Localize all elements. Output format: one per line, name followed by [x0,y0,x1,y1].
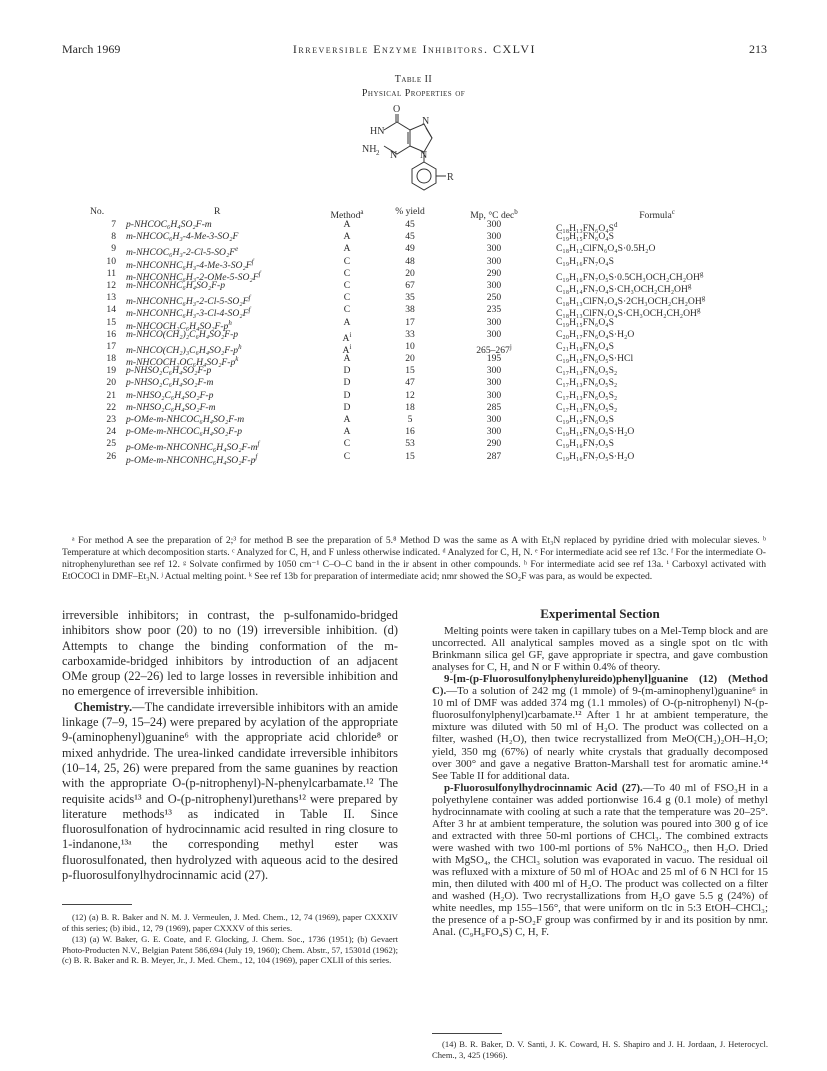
right-paragraph-3: p-Fluorosulfonylhydrocinnamic Acid (27).—To 40 ml of FSO₃H in a polyethylene container was added portionwise 16.4 g (0.1 mole) of methyl hydrocinnamate with cooling at such a rate that the temperature was 20–25°. After 3 hr at ambient temperature, the solution was poured into 300 g of ice and extracted with three 50-ml portions of CHCl₃. The combined extracts were washed with two 100-ml portions of 5% NaHCO₃, then H₂O. Dried with MgSO₄, the CHCl₃ solution was evaporated in vacuo. The residual oil was refluxed with a mixture of 50 ml of HOAc and 25 ml of 6 N HCl for 15 min, then diluted with 400 ml of H₂O. The product was collected on a filter and washed (H₂O). Two recrystallizations from H₂O gave 5.5 g (24%) of white needles, mp 155–156°, that were uniform on tlc in 5:3 EtOH–CHCl₃; the presence of a p-SO₂F group was confirmed by ir and its position by nmr. Anal. (C₉H₉FO₄S) C, H, F. [432,781,769,939]
cell-no: 7 [111,219,116,230]
cell-mp: 300 [486,255,502,267]
cell-mp: 287 [486,450,502,462]
cell-r: m-NHCOC₆H₃-4-Me-3-SO₂F [126,231,239,243]
cell-formula: C₁₇H₁₃FN₆O₅S₂ [556,389,618,401]
left-paragraph-chemistry: Chemistry.—The candidate irreversible inhibitors with an amide linkage (7–9, 15–24) were prepared by acylation of the appropriate 9-(aminophenyl)guanine⁶ with the appropriate acid chloride⁸ or mixed anhydride. The urea-linked candidate irreversible inhibitors (10–14, 25, 26) were prepared from the same guanines by reaction with the appropriate O-(p-nitrophenyl)-N-phenylcarbamate.¹² The requisite acids¹³ and O-(p-nitrophenyl)urethans¹² were prepared by literature methods¹³ as indicated in Table II. Since fluorosulfonation of hydrocinnamic acid resulted in ring closure to 1-indanone,¹³ᵃ the corresponding methyl ester was fluorosulfonated, then hydrolyzed with aqueous acid to the desired p-fluorosulfonylhydrocinnamic acid (27). [62,699,398,883]
cell-mp: 290 [486,438,502,450]
cell-no: 9 [111,243,116,255]
cell-mp: 300 [486,365,502,377]
atom-nh2: NH [362,144,377,155]
table-row [62,231,766,243]
cell-formula: C₁₇H₁₃FN₆O₅S₂ [556,365,618,377]
left-column [62,608,398,883]
table-header-row [62,206,766,222]
footnote-rule-right [432,1033,502,1034]
cell-no: 18 [106,353,116,365]
cell-no: 19 [106,365,116,377]
table-body [62,219,766,466]
running-head [62,42,767,58]
header-no: No. [90,206,105,217]
left-paragraph-1: irreversible inhibitors; in contrast, the p-sulfonamido-bridged inhibitors show poor (20) to no (19) irreversible inhibition. (d) Attempts to change the binding conformation of the m-carboxamide-bridged inhibitors by introduction of an adjacent OMe group (22–26) led to large losses in reversible inhibition and no emergence of irreversible inhibition. [62,608,398,699]
cell-method: C [343,304,351,316]
cell-r: m-NHCONHC₆H₄SO₂F-p [126,279,226,291]
atom-n-ring1: N [390,150,398,161]
cell-formula: C₂₀H₁₇FN₆O₄S·H₂O [556,328,635,340]
compound-27-heading: p-Fluorosulfonylhydrocinnamic Acid (27). [444,781,643,794]
cell-no: 21 [106,389,116,401]
right-column [432,608,768,938]
cell-no: 16 [106,328,116,340]
cell-r: $m-NHCONHC_6H_3-2-OMe-5-SO_2F^f$ [126,269,261,283]
table-row [62,426,766,438]
cell-formula: $C_{18}H_{13}FN_6O_4S^d$ [556,221,618,235]
cell-no: 26 [106,450,116,462]
cell-formula: C₁₉H₁₅FN₆O₄S [556,231,614,243]
cell-yield: 35 [405,292,415,304]
table-title: Table II [394,74,433,85]
cell-no: 25 [106,438,116,450]
cell-method: A [343,414,351,425]
cell-yield: 10 [405,340,415,352]
cell-method: C [343,438,351,450]
cell-mp: 300 [486,389,502,401]
cell-yield: 20 [405,267,415,279]
cell-r: $p-OMe-m-NHCONHC_6H_4SO_2F-p^f$ [126,452,258,466]
cell-method: A [343,243,351,255]
cell-yield: 38 [405,304,415,316]
cell-method: D [343,365,351,377]
cell-formula: $C_{19}H_{16}FN_7O_5S\cdot 0.5CH_3OCH_2CH_2OH^g$ [556,269,704,283]
ref-12: (12) (a) B. R. Baker and N. M. J. Vermeulen, J. Med. Chem., 12, 74 (1969), paper CXXXIV of this series; (b) ibid., 12, 79 (1969), paper CXXXV of this series. [62,912,398,933]
cell-yield: 15 [405,365,415,377]
cell-method: C [343,267,351,279]
cell-yield: 5 [407,414,413,425]
left-references [62,912,398,967]
cell-r: p-OMe-m-NHCOC₆H₄SO₂F-p [126,426,243,438]
cell-method: A [343,231,351,243]
cell-mp: 250 [486,292,502,304]
cell-r: $m-NHCONHC_6H_3-3-Cl-4-SO_2F^f$ [126,306,251,320]
cell-r: m-NHCO(CH₂)₂C₆H₄SO₂F-p [126,328,239,340]
table-row [62,267,766,283]
cell-no: 24 [106,426,116,438]
table-row [62,279,766,296]
cell-mp: 300 [486,219,502,230]
cell-yield: 45 [405,231,415,243]
cell-yield: 53 [405,438,415,450]
atom-n-ring3: N [420,150,428,161]
cell-yield: 45 [405,219,415,230]
cell-no: 17 [106,340,116,352]
ref-14: (14) B. R. Baker, D. V. Santi, J. K. Coward, H. S. Shapiro and J. H. Jordaan, J. Heterocycl. Chem., 3, 425 (1966). [432,1039,768,1060]
cell-formula: $C_{18}H_{14}FN_7O_4S\cdot CH_3OCH_2CH_2OH^g$ [556,281,692,296]
cell-no: 11 [106,267,116,279]
cell-mp: 235 [486,304,502,316]
experimental-heading: Experimental Section [540,606,660,621]
header-title: Irreversible Enzyme Inhibitors. CXLVI [292,42,537,56]
table-subtitle: Physical Properties of [361,88,466,99]
atom-nh2-subscript: 2 [376,149,380,157]
cell-mp: 300 [486,377,502,389]
cell-r: p-NHSO₂C₆H₄SO₂F-m [126,377,214,389]
cell-mp: 300 [486,414,502,425]
cell-yield: 17 [405,316,415,328]
cell-no: 20 [106,377,116,389]
cell-method: A [343,219,351,230]
cell-method: A [343,316,351,328]
cell-method: D [343,377,351,389]
cell-formula: C₁₉H₁₆FN₇O₄S [556,255,614,267]
cell-formula: C₁₉H₁₅FN₆O₄S [556,316,614,328]
cell-method: C [343,279,351,291]
table-row [62,243,766,259]
cell-formula: C₁₉H₁₆FN₇O₅S [556,438,614,450]
page-number: 213 [749,42,767,56]
compound-12-heading: 9-[m-(p-Fluorosulfonylphenylureido)phenyl]guanine (12) (Method C). [432,673,768,698]
cell-no: 10 [106,255,116,267]
cell-mp: 300 [486,243,502,255]
table-row [62,219,766,235]
cell-r: $m-NHCOCH_2C_6H_4SO_2F-p^h$ [126,318,232,332]
table-row [62,450,766,466]
cell-method: A [343,353,351,365]
cell-r: $m-NHCOC_6H_3-2-Cl-5-SO_2F^e$ [126,245,239,259]
cell-r: p-OMe-m-NHCOC₆H₄SO₂F-m [126,414,245,425]
cell-no: 13 [106,292,116,304]
cell-r: $m-NHCOCH_2OC_6H_4SO_2F-p^k$ [126,355,239,369]
cell-yield: 67 [405,279,415,291]
cell-yield: 12 [405,389,415,401]
cell-formula: $C_{18}H_{13}ClFN_7O_4S\cdot CH_3OCH_2CH_2OH^g$ [556,306,701,320]
table-row [62,377,766,389]
atom-r: R [447,172,454,183]
cell-method: C [343,450,351,462]
chemistry-heading: Chemistry. [74,699,133,714]
cell-mp: 290 [486,267,502,279]
cell-mp: 300 [486,316,502,328]
cell-no: 8 [111,231,116,243]
cell-yield: 16 [405,426,415,438]
cell-method: C [343,255,351,267]
right-paragraph-1: Melting points were taken in capillary tubes on a Mel-Temp block and are uncorrected. All analytical samples moved as a single spot on tlc with Brinkmann silica gel GF, gave appropriate ir spectra, and gave combustion analyses for C, H, and N or F within 0.4% of theory. [432,625,768,674]
cell-method: D [343,389,351,401]
cell-method: $A^i$ [342,342,352,357]
cell-r: $m-NHCO(CH_2)_3C_6H_4SO_2F-p^h$ [126,342,242,357]
table-row [62,390,766,402]
cell-mp: 285 [486,401,502,413]
header-date: March 1969 [62,42,121,56]
cell-method: A [343,426,351,438]
table-row [62,365,766,377]
cell-formula: C₁₉H₁₅FN₆O₅S [556,414,614,425]
cell-formula: C₁₉H₁₅FN₆O₅S·H₂O [556,426,635,438]
right-references [432,1039,768,1060]
ref-13: (13) (a) W. Baker, G. E. Coate, and F. Glocking, J. Chem. Soc., 1736 (1951); (b) Gevaert Photo-Producten N.V., Belgian Patent 586,694 (July 19, 1960); Chem. Abstr., 57, 15301d (1962); (c) B. R. Baker and R. B. Meyer, Jr., J. Med. Chem., 12, 104 (1969), paper CXLII of this series. [62,934,398,966]
atom-n-ring2: N [422,116,430,127]
cell-method: $A^i$ [342,330,352,344]
table-row [62,353,766,369]
cell-yield: 49 [405,243,415,255]
header-mp: Mp, °C dec$^b$ [470,208,518,222]
cell-yield: 18 [405,401,415,413]
cell-no: 23 [106,414,116,425]
cell-mp: 195 [486,353,502,365]
table-row [62,438,766,454]
cell-r: $m-NHCONHC_6H_3-2-Cl-5-SO_2F^f$ [126,294,251,308]
table-row [62,414,766,426]
cell-yield: 33 [405,328,415,340]
cell-r: p-NHCOC₆H₄SO₂F-m [126,219,212,230]
cell-method: C [343,292,351,304]
cell-formula: $C_{18}H_{13}ClFN_7O_4S\cdot 2CH_3OCH_2CH_2OH^g$ [556,294,706,308]
cell-method: D [343,401,351,413]
cell-no: 22 [106,401,116,413]
cell-formula: C₁₉H₁₅FN₆O₅S·HCl [556,353,634,365]
right-paragraph-2: 9-[m-(p-Fluorosulfonylphenylureido)phenyl]guanine (12) (Method C).—To a solution of 242 mg (1 mmole) of 9-(m-aminophenyl)guanine⁶ in 10 ml of DMF was added 374 mg (1.1 mmoles) of O-(p-nitrophenyl) N-(p-fluorosulfonylphenyl)carbamate.¹² After 1 hr at ambient temperature, the mixture was diluted with 50 ml of H₂O. The product was collected on a filter, washed (H₂O), then twice recrystallized from MeO(CH₂)₂OH–H₂O; yield, 350 mg (67%) of nearly white crystals that gradually decomposed over 300° and gave a negative Bratton-Marshall test for aromatic amine.¹⁴ See Table II for additional data. [432,673,768,782]
atom-hn: HN [370,126,385,137]
cell-formula: C₂₁H₁₉FN₆O₄S [556,340,614,352]
cell-yield: 20 [405,353,415,365]
cell-mp: 300 [486,328,502,340]
cell-r: $p-OMe-m-NHCONHC_6H_4SO_2F-m^f$ [126,440,260,454]
cell-no: 15 [106,316,116,328]
cell-r: $m-NHCONHC_6H_3-4-Me-3-SO_2F^f$ [126,257,254,271]
cell-no: 14 [106,304,116,316]
header-method: Method$^a$ [330,208,364,222]
cell-mp: 300 [486,426,502,438]
cell-formula: C₁₉H₁₆FN₇O₅S·H₂O [556,450,635,462]
properties-table [62,206,766,466]
cell-yield: 47 [405,377,415,389]
table-footnotes: ᵃ For method A see the preparation of 2;³ for method B see the preparation of 5.⁸ Method D was the same as A with Et₃N replaced by pyridine dried with molecular sieves. ᵇ Temperature at which decomposition starts. ᶜ Analyzed for C, H, and F unless otherwise indicated. ᵈ Analyzed for C, H, N. ᵉ For intermediate acid see ref 13c. ᶠ For the intermediate O-nitrophenylurethan see ref 12. ᵍ Solvate confirmed by 1050 cm⁻¹ C–O–C band in the ir absent in other compounds. ʰ For intermediate acid see ref 13a. ⁱ Carboxyl activated with EtOCOCl in DMF–Et₃N. ʲ Actual melting point. ᵏ See ref 13b for preparation of intermediate acid; nmr showed the SO₂F was para, as would be expected. [62,535,766,582]
header-r: R [214,206,221,217]
cell-yield: 48 [405,255,415,267]
cell-mp: 265–267$^j$ [476,342,512,357]
cell-formula: C₁₈H₁₂ClFN₆O₄S·0.5H₂O [556,243,656,255]
cell-formula: C₁₇H₁₃FN₆O₅S₂ [556,401,618,413]
table-row [62,292,766,308]
cell-no: 12 [106,279,116,291]
footnote-rule-left [62,904,132,905]
cell-mp: 300 [486,279,502,291]
cell-r: m-NHSO₂C₆H₄SO₂F-p [126,389,214,401]
table-row [62,328,766,344]
table-row [62,255,766,271]
header-formula: Formula$^c$ [639,208,675,222]
cell-mp: 300 [486,231,502,243]
cell-r: m-NHSO₂C₆H₄SO₂F-m [126,401,216,413]
cell-r: p-NHSO₂C₆H₄SO₂F-p [126,365,212,377]
atom-o: O [393,104,401,115]
cell-formula: C₁₇H₁₃FN₆O₅S₂ [556,377,618,389]
table-row [62,316,766,332]
cell-yield: 15 [405,450,415,462]
table-row [62,304,766,320]
guanine-structure-diagram [350,100,490,202]
table-row [62,340,766,357]
header-yield: % yield [395,206,425,217]
table-row [62,402,766,414]
